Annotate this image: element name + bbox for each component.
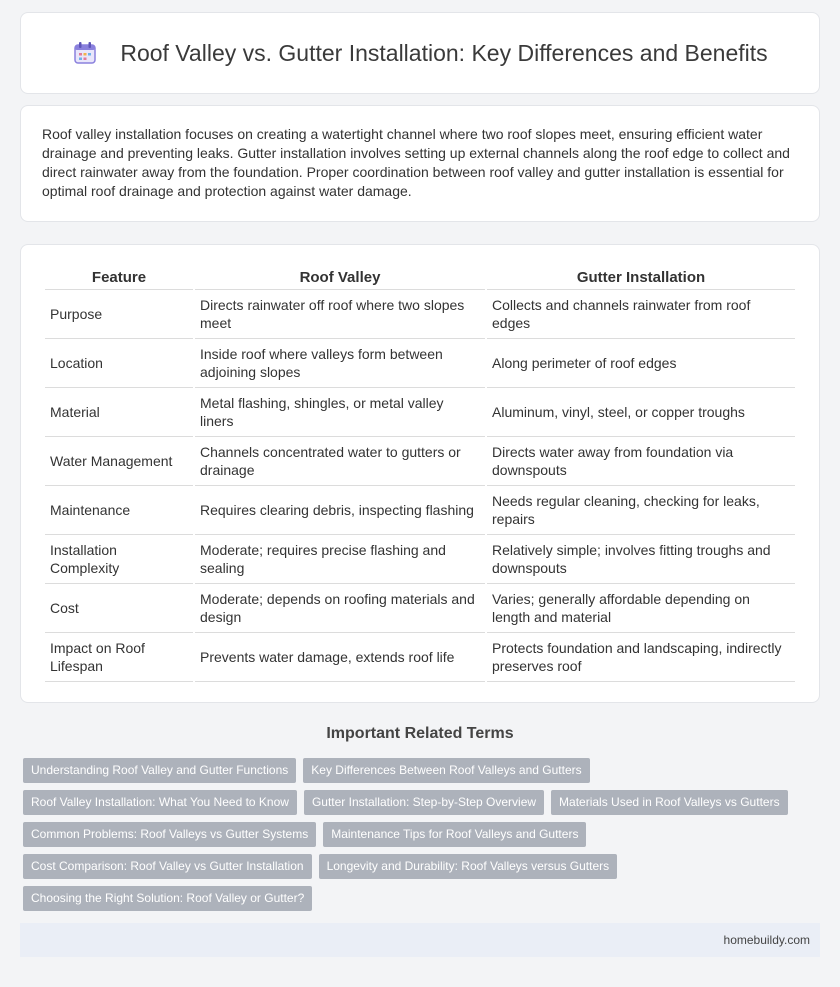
related-term-tag[interactable]: Key Differences Between Roof Valleys and Gutters (303, 758, 589, 783)
header-feature: Feature (45, 267, 193, 290)
page-title: Roof Valley vs. Gutter Installation: Key Differences and Benefits (120, 39, 768, 66)
cell-roof-valley: Inside roof where valleys form between adjoining slopes (195, 339, 485, 388)
cell-gutter: Collects and channels rainwater from roof edges (487, 290, 795, 339)
cell-roof-valley: Moderate; depends on roofing materials and design (195, 584, 485, 633)
intro-card (20, 105, 820, 222)
cell-feature: Maintenance (45, 486, 193, 535)
cell-roof-valley: Prevents water damage, extends roof life (195, 633, 485, 682)
cell-roof-valley: Directs rainwater off roof where two slopes meet (195, 290, 485, 339)
cell-feature: Installation Complexity (45, 535, 193, 584)
table-row (45, 290, 795, 339)
cell-gutter: Needs regular cleaning, checking for leaks, repairs (487, 486, 795, 535)
related-terms-title: Important Related Terms (326, 725, 514, 742)
header-roof-valley: Roof Valley (195, 267, 485, 290)
related-term-tag[interactable]: Cost Comparison: Roof Valley vs Gutter Installation (23, 854, 312, 879)
cell-gutter: Directs water away from foundation via downspouts (487, 437, 795, 486)
cell-feature: Water Management (45, 437, 193, 486)
table-row (45, 339, 795, 388)
table-row (45, 437, 795, 486)
cell-gutter: Along perimeter of roof edges (487, 339, 795, 388)
intro-text: Roof valley installation focuses on creating a watertight channel where two roof slopes meet, ensuring efficient water drainage and preventing leaks. Gutter installation involves setting up external channels along the roof edge to collect and direct rainwater away from the foundation. Proper coordination between roof valley and gutter installation is essential for optimal roof drainage and protection against water damage. (42, 126, 790, 199)
footer-site-link[interactable]: homebuildy.com (723, 933, 810, 947)
related-term-tag[interactable]: Longevity and Durability: Roof Valleys versus Gutters (319, 854, 618, 879)
table-row (45, 535, 795, 584)
related-term-tag[interactable]: Common Problems: Roof Valleys vs Gutter Systems (23, 822, 316, 847)
cell-feature: Location (45, 339, 193, 388)
table-row (45, 633, 795, 682)
related-term-tag[interactable]: Choosing the Right Solution: Roof Valley or Gutter? (23, 886, 312, 911)
cell-roof-valley: Requires clearing debris, inspecting flashing (195, 486, 485, 535)
table-row (45, 486, 795, 535)
cell-feature: Material (45, 388, 193, 437)
related-term-tag[interactable]: Maintenance Tips for Roof Valleys and Gutters (323, 822, 586, 847)
related-term-tag[interactable]: Gutter Installation: Step-by-Step Overview (304, 790, 544, 815)
table-row (45, 584, 795, 633)
cell-gutter: Aluminum, vinyl, steel, or copper troughs (487, 388, 795, 437)
cell-roof-valley: Moderate; requires precise flashing and sealing (195, 535, 485, 584)
related-term-tag[interactable]: Materials Used in Roof Valleys vs Gutters (551, 790, 788, 815)
cell-gutter: Relatively simple; involves fitting troughs and downspouts (487, 535, 795, 584)
related-term-tag[interactable]: Roof Valley Installation: What You Need to Know (23, 790, 297, 815)
cell-feature: Purpose (45, 290, 193, 339)
cell-feature: Cost (45, 584, 193, 633)
related-term-tag[interactable]: Understanding Roof Valley and Gutter Functions (23, 758, 296, 783)
table-header-row (45, 267, 795, 290)
calendar-icon (72, 40, 98, 66)
footer (20, 923, 820, 957)
table-row (45, 388, 795, 437)
header-gutter-installation: Gutter Installation (487, 267, 795, 290)
cell-gutter: Protects foundation and landscaping, indirectly preserves roof (487, 633, 795, 682)
cell-roof-valley: Channels concentrated water to gutters or drainage (195, 437, 485, 486)
page-header (20, 12, 820, 94)
cell-roof-valley: Metal flashing, shingles, or metal valley liners (195, 388, 485, 437)
related-terms-list (20, 758, 820, 911)
cell-feature: Impact on Roof Lifespan (45, 633, 193, 682)
comparison-card (20, 244, 820, 703)
comparison-table (43, 267, 797, 682)
cell-gutter: Varies; generally affordable depending on length and material (487, 584, 795, 633)
